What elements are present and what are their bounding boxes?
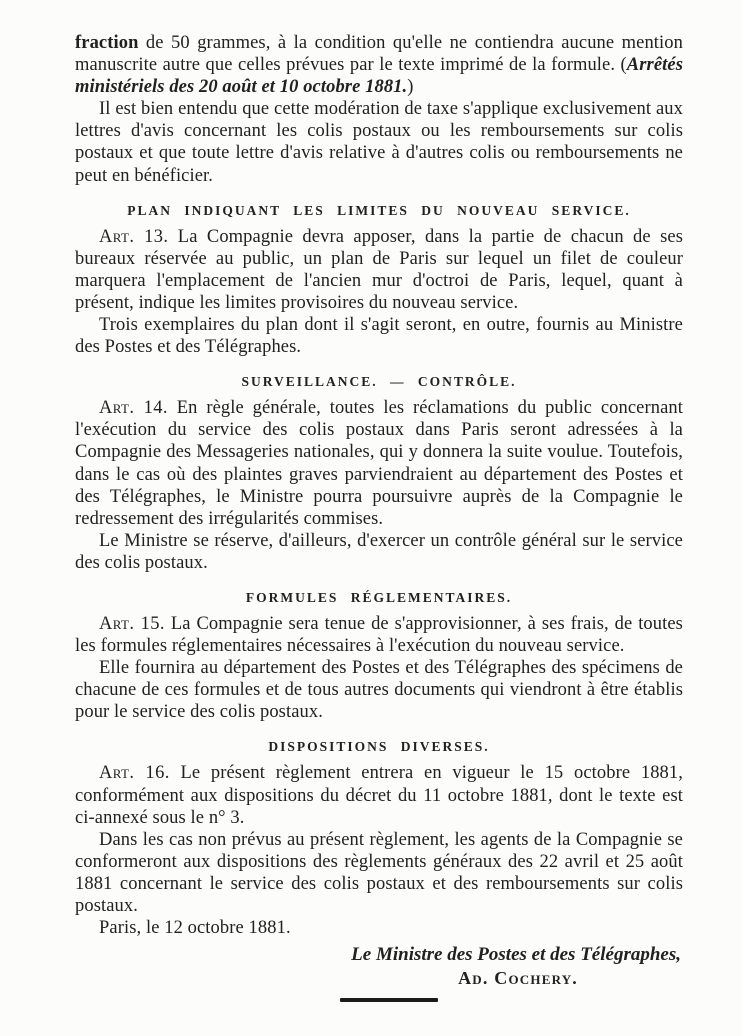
paragraph-formules-2: Elle fournira au département des Postes et des Télégraphes des spécimens de chacune de ces formules et de tous autres documents qui viendront à être établis pour le service des colis postaux.	[75, 658, 683, 723]
paragraph-surveillance-2: Le Ministre se réserve, d'ailleurs, d'exercer un contrôle général sur le service des colis postaux.	[75, 530, 683, 573]
section-heading-surveillance: SURVEILLANCE. — CONTRÔLE.	[241, 374, 517, 390]
ministerial-citation: Arrêtés ministériels des 20 août et 10 octobre 1881.	[75, 55, 683, 98]
article-number: Art. 13.	[99, 226, 169, 247]
article-number: Art. 16.	[99, 763, 170, 784]
signature-title: Le Ministre des Postes et des Télégraphes,	[351, 944, 681, 966]
paragraph-article-15	[75, 613, 683, 657]
page-content	[75, 32, 683, 1002]
paragraph-article-14	[75, 397, 683, 530]
section-heading-plan: PLAN INDIQUANT LES LIMITES DU NOUVEAU SERVICE.	[127, 202, 631, 218]
article-number: Art. 14.	[99, 398, 168, 419]
paragraph-article-13	[75, 226, 683, 314]
section-heading-dispositions: DISPOSITIONS DIVERSES.	[268, 739, 490, 755]
body-text: La Compagnie sera tenue de s'approvisionner, à ses frais, de toutes les formules réglementaires nécessaires à l'exécution du nouveau service.	[75, 613, 683, 657]
paragraph-plan-2: Trois exemplaires du plan dont il s'agit seront, en outre, fournis au Ministre des Postes et des Télégraphes.	[75, 315, 683, 358]
paragraph-article-16	[75, 762, 683, 828]
paragraph-intro-2: Il est bien entendu que cette modération de taxe s'applique exclusivement aux lettres d'avis concernant les colis postaux ou les remboursements sur colis postaux et que toute lettre d'avis relative à d'autres colis ou remboursements ne peut en bénéficier.	[75, 99, 683, 186]
paragraph-dispositions-2: Dans les cas non prévus au présent règlement, les agents de la Compagnie se conformeront aux dispositions des règlements généraux des 22 avril et 25 août 1881 concernant le service des colis postaux et des remboursements sur colis postaux.	[75, 829, 683, 916]
body-text: En règle générale, toutes les réclamations du public concernant l'exécution du service des colis postaux dans Paris seront adressées à la Compagnie des Messageries nationales, qui y donnera la suite voulue. Toutefois, dans le cas où des plaintes graves parviendraient au département des Postes et des Télégraphes, le Ministre pourra poursuivre auprès de la Compagnie le redressement des irrégularités commises.	[75, 398, 683, 529]
article-number: Art. 15.	[99, 613, 165, 634]
body-text: Le présent règlement entrera en vigueur le 15 octobre 1881, conformément aux dispositions du décret du 11 octobre 1881, dont le texte est ci-annexé sous le n° 3.	[75, 763, 683, 828]
body-text: de 50 grammes, à la condition qu'elle ne contiendra aucune mention manuscrite autre que celles prévues par le texte imprimé de la formule. (	[75, 33, 683, 76]
body-text: )	[407, 77, 414, 98]
signature-name: Ad. Cochery.	[458, 968, 578, 989]
signature-block	[75, 943, 683, 1002]
end-rule	[340, 998, 438, 1002]
paragraph-intro-continuation	[75, 32, 683, 98]
date-line: Paris, le 12 octobre 1881.	[99, 918, 291, 939]
body-text: La Compagnie devra apposer, dans la partie de chacun de ses bureaux réservée au public, un plan de Paris sur lequel un filet de couleur marquera l'emplacement de l'ancien mur d'octroi de Paris, lequel, quant à présent, indique les limites provisoires du nouveau service.	[75, 226, 683, 313]
section-heading-formules: FORMULES RÉGLEMENTAIRES.	[245, 589, 513, 605]
bold-word: fraction	[75, 33, 139, 53]
